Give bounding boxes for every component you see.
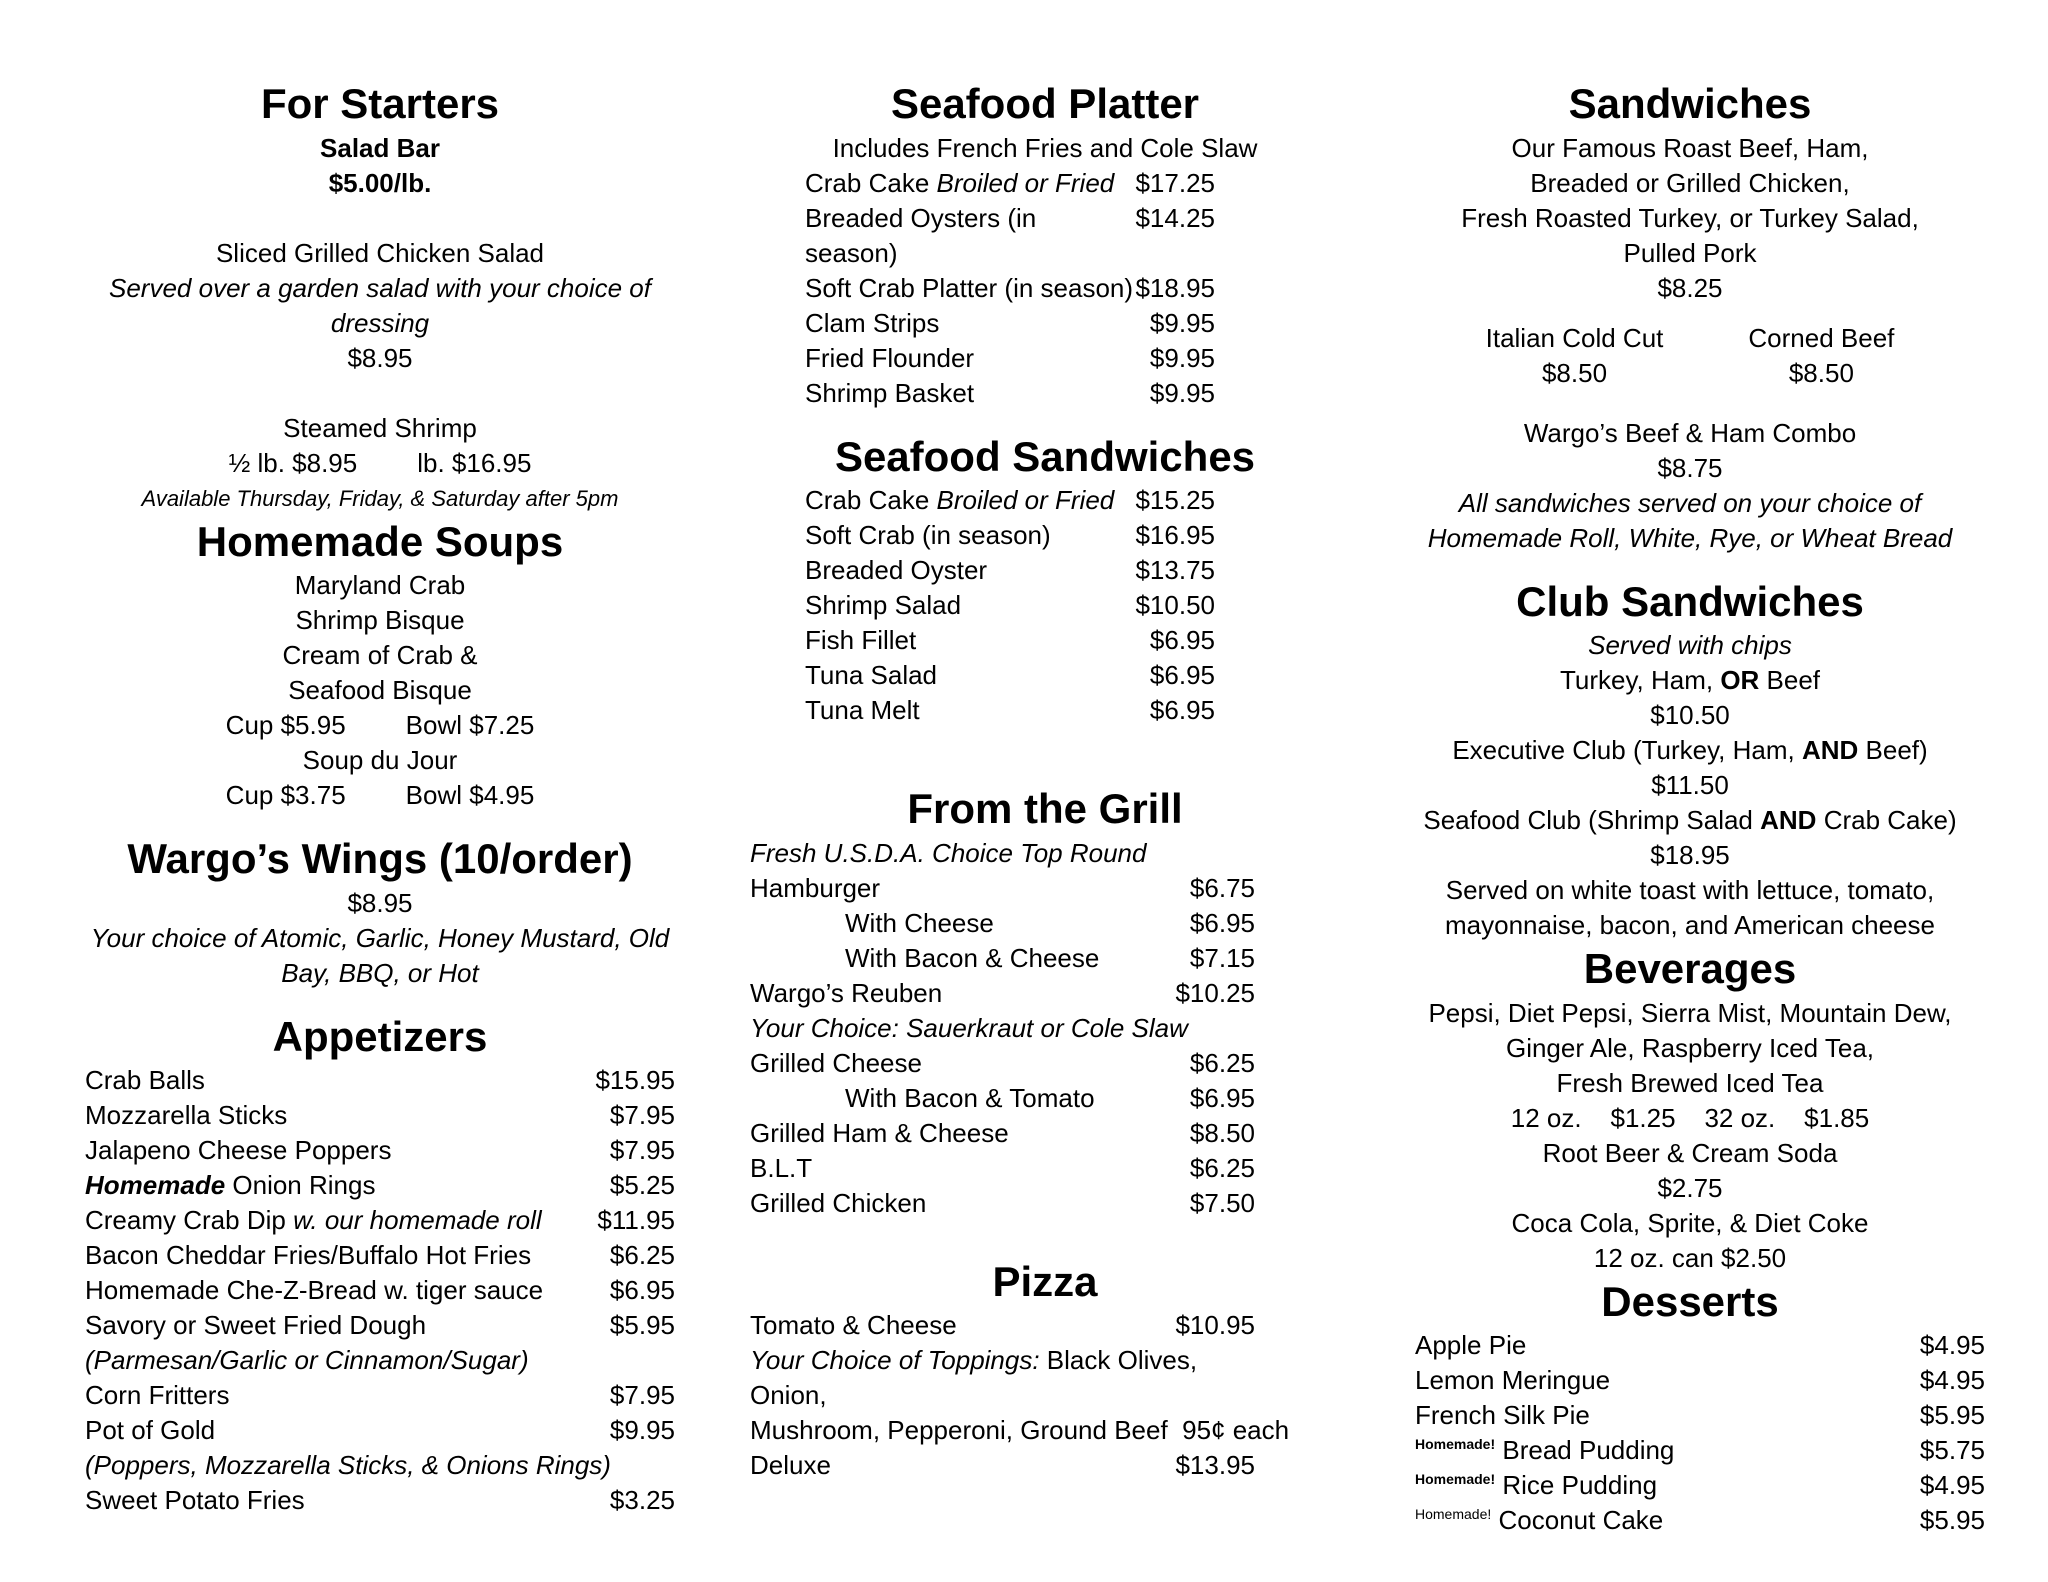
item-price: $14.25 [1135,202,1215,233]
item-price: $10.50 [1135,590,1215,620]
item-name: Fried Flounder [805,342,975,373]
menu-item [750,1448,1255,1483]
beverages-title: Beverages [1583,945,1797,992]
item-name: Homemade Che-Z-Bread w. tiger sauce [85,1275,544,1305]
menu-item [85,1413,675,1448]
middle-column [740,78,1350,1483]
item-name: Crab Cake Broiled or Fried [805,485,1115,515]
item-name: Homemade Onion Rings [85,1170,376,1200]
soup-jour-bowl-price: Bowl $4.95 [405,780,535,810]
menu-item [805,553,1215,588]
soup-jour-cup-price: Cup $3.75 [225,780,346,810]
menu-item [805,658,1215,693]
menu-item [85,1098,675,1133]
sandwich-line: Pulled Pork [1623,237,1757,268]
menu-item [750,871,1255,906]
soup-item: Cream of Crab & [282,640,478,670]
menu-item [1415,1398,1985,1433]
club-title: Club Sandwiches [1516,577,1864,625]
item-price: $8.50 [1189,1117,1255,1148]
item-name: French Silk Pie [1415,1400,1590,1430]
item-name: Corn Fritters [85,1380,230,1410]
item-price: $5.95 [1919,1400,1985,1430]
platter-subtitle: Includes French Fries and Cole Slaw [832,132,1258,163]
menu-item [85,1168,675,1203]
item-name: Crab Balls [85,1065,205,1095]
desserts-list [1395,1328,1985,1538]
menu-item [805,376,1215,411]
menu-item [85,1133,675,1168]
left-column [85,78,675,1518]
item-name: With Bacon & Cheese [845,942,1100,973]
menu-item [805,693,1215,728]
appetizers-list [85,1063,675,1518]
item-price: $6.95 [1149,695,1215,725]
item-price: $18.95 [1135,272,1215,303]
homemade-tag: Homemade! [1415,1471,1496,1487]
menu-item [750,1186,1255,1221]
salad-bar-price: $5.00/lb. [328,167,432,198]
item-price: $6.25 [609,1240,675,1270]
item-name: With Cheese [845,907,994,938]
wings-title: Wargo’s Wings (10/order) [127,835,633,882]
item-name: $^{Homemade!}$ Rice Pudding [1415,1470,1658,1500]
item-price: $9.95 [1149,307,1215,338]
menu-item [1415,1433,1985,1468]
menu-note: Mushroom, Pepperoni, Ground Beef 95¢ each [750,1415,1290,1445]
menu-item [85,1378,675,1413]
menu-item [85,1308,675,1343]
item-name: Deluxe [750,1450,831,1480]
appetizers-title: Appetizers [272,1012,488,1060]
item-name: Bacon Cheddar Fries/Buffalo Hot Fries [85,1240,532,1270]
club-note: Served with chips [1588,630,1792,660]
desserts-title: Desserts [1601,1277,1779,1325]
beverage-line: Fresh Brewed Iced Tea [1556,1067,1824,1098]
item-price: $6.95 [609,1275,675,1305]
menu-item [805,341,1215,376]
item-price: $6.95 [1149,660,1215,690]
item-name: $^{Homemade!}$ Coconut Cake [1415,1505,1664,1535]
item-name: $^{Homemade!}$ Bread Pudding [1415,1435,1675,1465]
menu-item [805,483,1215,518]
item-name: Mozzarella Sticks [85,1100,288,1130]
menu-item [1415,1503,1985,1538]
root-beer: Root Beer & Cream Soda [1542,1137,1838,1168]
item-name: Lemon Meringue [1415,1365,1611,1395]
item-name: Soft Crab Platter (in season) [805,272,1134,303]
item-name: Fish Fillet [805,625,917,655]
item-name: Tuna Melt [805,695,920,725]
steamed-shrimp-name: Steamed Shrimp [283,412,477,443]
sandwich-line: Our Famous Roast Beef, Ham, [1511,132,1869,163]
item-name: Sweet Potato Fries [85,1485,305,1515]
italian-price: $8.50 [1541,357,1608,388]
sandwich-price: $8.25 [1657,272,1723,303]
grill-list [740,836,1350,1221]
soup-item: Maryland Crab [294,570,466,600]
wings-price: $8.95 [347,887,413,918]
menu-note: Your Choice of Toppings: Black Olives, Onion, [750,1345,1198,1410]
steamed-shrimp-prices [85,446,675,481]
menu-item [1415,1468,1985,1503]
chicken-salad-desc: Served over a garden salad with your choice of dressing [109,272,651,338]
coke-line: Coca Cola, Sprite, & Diet Coke [1511,1207,1869,1238]
pizza-list [740,1308,1350,1483]
beverage-sizes: 12 oz. $1.25 32 oz. $1.85 [1510,1102,1870,1133]
item-price: $7.95 [609,1135,675,1165]
wings-desc: Your choice of Atomic, Garlic, Honey Mustard, Old Bay, BBQ, or Hot [90,922,670,988]
combo-price: $8.75 [1657,452,1723,483]
item-price: $10.25 [1175,977,1255,1008]
item-price: $16.95 [1135,520,1215,550]
menu-item [805,201,1215,271]
soup-du-jour: Soup du Jour [302,745,458,775]
item-price: $6.95 [1149,625,1215,655]
platter-list [740,166,1350,411]
menu-item [750,1151,1255,1186]
item-price: $4.95 [1919,1365,1985,1395]
menu-item [85,1483,675,1518]
menu-item [1415,1328,1985,1363]
menu-item [750,1116,1255,1151]
item-name: Tuna Salad [805,660,938,690]
item-name: Creamy Crab Dip w. our homemade roll [85,1205,542,1235]
item-price: $17.25 [1135,167,1215,198]
item-price: $5.95 [609,1310,675,1340]
menu-note: (Poppers, Mozzarella Sticks, & Onions Rings) [85,1450,611,1480]
starters-title: For Starters [260,80,500,127]
item-price: $4.95 [1919,1330,1985,1360]
menu-item [85,1238,675,1273]
item-name: B.L.T [750,1152,813,1183]
sandwich-note: All sandwiches served on your choice of Homemade Roll, White, Rye, or Wheat Bread [1427,487,1953,553]
item-name: Grilled Ham & Cheese [750,1117,1009,1148]
soup-item: Seafood Bisque [288,675,472,705]
combo-name: Wargo’s Beef & Ham Combo [1523,417,1857,448]
item-price: $5.25 [609,1170,675,1200]
item-name: Grilled Chicken [750,1187,927,1218]
item-name: Hamburger [750,872,881,903]
italian-cold-cut: Italian Cold Cut [1485,322,1664,353]
salad-bar-label: Salad Bar [320,132,440,163]
item-price: $9.95 [1149,342,1215,373]
shrimp-full-price: lb. $16.95 [417,447,532,478]
soups-title: Homemade Soups [196,517,564,565]
menu-item [85,1273,675,1308]
sandwich-line: Fresh Roasted Turkey, or Turkey Salad, [1461,202,1919,233]
item-name: With Bacon & Tomato [845,1082,1095,1113]
item-price: $15.25 [1135,485,1215,515]
menu-item [750,1308,1255,1343]
item-price: $10.95 [1175,1310,1255,1340]
item-name: Grilled Cheese [750,1047,922,1078]
item-name: Crab Cake Broiled or Fried [805,167,1115,198]
menu-item [1415,1363,1985,1398]
item-price: $15.95 [595,1065,675,1095]
item-name: Apple Pie [1415,1330,1527,1360]
item-price: $4.95 [1919,1470,1985,1500]
right-column [1395,78,1985,1538]
homemade-tag: Homemade! [1415,1436,1496,1452]
item-price: $11.95 [597,1205,675,1235]
menu-item [750,976,1255,1011]
menu-item [805,588,1215,623]
homemade-tag: Homemade! [1415,1506,1492,1522]
item-price: $9.95 [1149,377,1215,408]
club-price: $10.50 [1650,700,1730,730]
item-name: Wargo’s Reuben [750,977,943,1008]
item-price: $7.50 [1189,1187,1255,1218]
corned-beef: Corned Beef [1748,322,1895,353]
sandwich-extras [1395,321,1985,391]
item-price: $13.75 [1135,555,1215,585]
menu-item [750,1081,1255,1116]
menu-note: Your Choice: Sauerkraut or Cole Slaw [750,1012,1188,1043]
corned-price: $8.50 [1788,357,1854,388]
item-name: Jalapeno Cheese Poppers [85,1135,392,1165]
item-name: Breaded Oysters (in season) [805,202,1037,268]
club-line: Executive Club (Turkey, Ham, AND Beef) [1452,735,1928,765]
item-name: Savory or Sweet Fried Dough [85,1310,427,1340]
menu-item [805,306,1215,341]
item-price: $6.75 [1189,872,1255,903]
item-price: $5.75 [1919,1435,1985,1465]
item-name: Tomato & Cheese [750,1310,957,1340]
menu-item [750,906,1255,941]
menu-item [750,941,1255,976]
item-name: Soft Crab (in season) [805,520,1051,550]
beverage-line: Pepsi, Diet Pepsi, Sierra Mist, Mountain Dew, [1428,997,1952,1028]
club-price: $11.50 [1651,770,1729,800]
club-price: $18.95 [1650,840,1730,870]
chicken-salad-name: Sliced Grilled Chicken Salad [215,237,545,268]
club-line: Seafood Club (Shrimp Salad AND Crab Cake) [1423,805,1957,835]
item-price: $6.25 [1189,1047,1255,1078]
grill-title: From the Grill [907,785,1183,832]
item-price: $6.25 [1189,1152,1255,1183]
pizza-title: Pizza [992,1257,1098,1305]
item-name: Pot of Gold [85,1415,216,1445]
item-price: $9.95 [609,1415,675,1445]
item-price: $7.95 [609,1380,675,1410]
item-name: Shrimp Basket [805,377,975,408]
item-name: Shrimp Salad [805,590,962,620]
menu-item [85,1063,675,1098]
item-price: $7.95 [609,1100,675,1130]
menu-item [805,518,1215,553]
item-price: $6.95 [1189,1082,1255,1113]
menu-note: (Parmesan/Garlic or Cinnamon/Sugar) [85,1345,529,1375]
platter-title: Seafood Platter [890,80,1200,127]
menu-item [750,1046,1255,1081]
sandwiches-title: Sandwiches [1568,80,1812,127]
sandwich-line: Breaded or Grilled Chicken, [1530,167,1850,198]
soup-item: Shrimp Bisque [295,605,465,635]
shrimp-availability-note: Available Thursday, Friday, & Saturday after 5pm [141,485,619,511]
seafood-sandwiches-list [740,483,1350,728]
item-price: $3.25 [609,1485,675,1515]
item-price: $13.95 [1175,1450,1255,1480]
soup-cup-price: Cup $5.95 [225,710,346,740]
item-price: $5.95 [1919,1505,1985,1535]
item-name: Breaded Oyster [805,555,988,585]
menu-item [85,1203,675,1238]
coke-price: 12 oz. can $2.50 [1593,1242,1787,1273]
menu-item [805,623,1215,658]
item-name: Clam Strips [805,307,940,338]
root-beer-price: $2.75 [1657,1172,1723,1203]
item-price: $7.15 [1189,942,1255,973]
menu-item [805,166,1215,201]
seafood-sandwiches-title: Seafood Sandwiches [834,432,1256,480]
soup-bowl-price: Bowl $7.25 [405,710,535,740]
soup-du-jour-prices [85,778,675,813]
chicken-salad-price: $8.95 [347,342,413,373]
soup-prices [85,708,675,743]
menu-note: Fresh U.S.D.A. Choice Top Round [750,837,1147,868]
beverage-line: Ginger Ale, Raspberry Iced Tea, [1505,1032,1875,1063]
shrimp-half-price: ½ lb. $8.95 [228,447,358,478]
menu-item [805,271,1215,306]
item-price: $6.95 [1189,907,1255,938]
club-served: Served on white toast with lettuce, tomato, mayonnaise, bacon, and American cheese [1445,875,1935,940]
club-line: Turkey, Ham, OR Beef [1559,665,1821,695]
